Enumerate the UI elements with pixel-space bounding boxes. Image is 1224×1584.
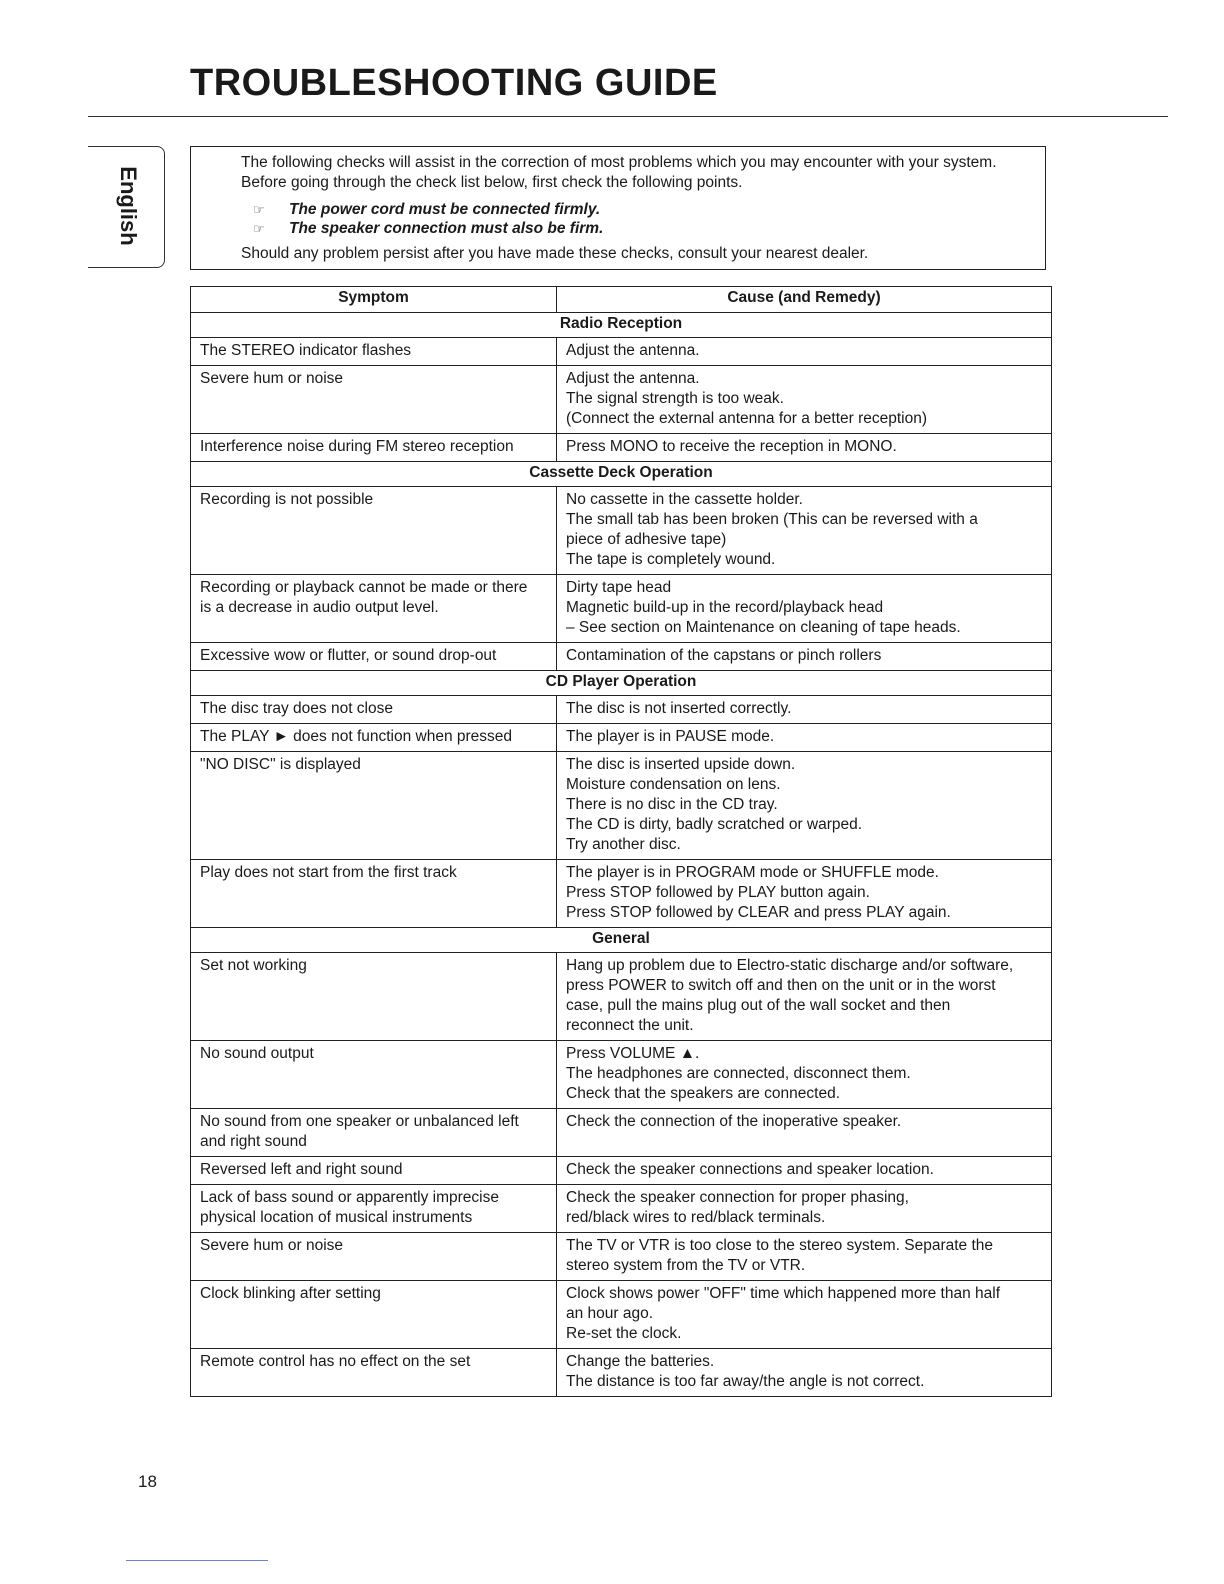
cause-line: – See section on Maintenance on cleaning of tape heads. [566, 619, 961, 636]
table-row [191, 1041, 1052, 1109]
cause-line: The signal strength is too weak. [566, 390, 784, 407]
table-row [191, 953, 1052, 1041]
symptom-line: No sound output [200, 1045, 314, 1062]
troubleshooting-table [190, 286, 1052, 1397]
symptom-cell [191, 696, 557, 724]
cause-line: Press MONO to receive the reception in MONO. [566, 438, 897, 455]
cause-cell [557, 366, 1052, 434]
check-item [253, 219, 1025, 238]
cause-line: Moisture condensation on lens. [566, 776, 781, 793]
cause-header: Cause (and Remedy) [557, 287, 1052, 313]
cause-line: The small tab has been broken (This can be reversed with a [566, 511, 978, 528]
symptom-line: Remote control has no effect on the set [200, 1353, 471, 1370]
cause-line: The headphones are connected, disconnect them. [566, 1065, 911, 1082]
table-header-row [191, 287, 1052, 313]
cause-line: Try another disc. [566, 836, 681, 853]
symptom-line: The PLAY ► does not function when pressed [200, 728, 513, 745]
section-row [191, 313, 1052, 338]
cause-line: The distance is too far away/the angle is not correct. [566, 1373, 925, 1390]
table-row [191, 1281, 1052, 1349]
table-row [191, 1349, 1052, 1397]
pointing-hand-icon: ☞ [253, 202, 265, 217]
symptom-line: physical location of musical instruments [200, 1209, 473, 1226]
cause-line: Check the connection of the inoperative speaker. [566, 1113, 902, 1130]
cause-cell [557, 1109, 1052, 1157]
symptom-cell [191, 434, 557, 462]
cause-line: reconnect the unit. [566, 1017, 694, 1034]
symptom-line: and right sound [200, 1133, 307, 1150]
cause-line: Adjust the antenna. [566, 370, 700, 387]
symptom-cell [191, 1349, 557, 1397]
cause-cell [557, 338, 1052, 366]
symptom-cell [191, 1041, 557, 1109]
title-divider [88, 116, 1168, 117]
cause-line: red/black wires to red/black terminals. [566, 1209, 826, 1226]
symptom-line: Interference noise during FM stereo reception [200, 438, 514, 455]
table-row [191, 724, 1052, 752]
cause-line: stereo system from the TV or VTR. [566, 1257, 806, 1274]
intro-box [190, 146, 1046, 270]
section-row [191, 462, 1052, 487]
cause-cell [557, 1157, 1052, 1185]
symptom-line: Lack of bass sound or apparently imprecise [200, 1189, 499, 1206]
symptom-cell [191, 1109, 557, 1157]
section-title: Cassette Deck Operation [191, 462, 1052, 487]
intro-text: The following checks will assist in the correction of most problems which you may encounter with your system. Before going through the check list below, first check the following points. [241, 154, 997, 191]
cause-cell [557, 860, 1052, 928]
check-item-text: The power cord must be connected firmly. [289, 201, 601, 218]
cause-line: Check that the speakers are connected. [566, 1085, 840, 1102]
symptom-line: The STEREO indicator flashes [200, 342, 412, 359]
section-title: Radio Reception [191, 313, 1052, 338]
symptom-cell [191, 487, 557, 575]
language-tab-label: English [116, 166, 141, 246]
symptom-cell [191, 860, 557, 928]
cause-line: press POWER to switch off and then on the unit or in the worst [566, 977, 996, 994]
symptom-line: Excessive wow or flutter, or sound drop-out [200, 647, 497, 664]
table-row [191, 1157, 1052, 1185]
cause-cell [557, 724, 1052, 752]
symptom-line: Reversed left and right sound [200, 1161, 403, 1178]
symptom-line: The disc tray does not close [200, 700, 393, 717]
table-body [191, 313, 1052, 1397]
table-row [191, 434, 1052, 462]
cause-line: No cassette in the cassette holder. [566, 491, 803, 508]
page-number: 18 [138, 1472, 157, 1491]
table-row [191, 696, 1052, 724]
cause-line: Dirty tape head [566, 579, 672, 596]
cause-line: The tape is completely wound. [566, 551, 776, 568]
cause-line: Press STOP followed by CLEAR and press PLAY again. [566, 904, 951, 921]
section-title: CD Player Operation [191, 671, 1052, 696]
symptom-cell [191, 338, 557, 366]
table-row [191, 487, 1052, 575]
symptom-cell [191, 1185, 557, 1233]
intro-closing: Should any problem persist after you have made these checks, consult your nearest dealer. [241, 245, 869, 262]
cause-line: The CD is dirty, badly scratched or warped. [566, 816, 863, 833]
cause-line: Check the speaker connection for proper phasing, [566, 1189, 909, 1206]
cause-line: Press VOLUME ▲. [566, 1045, 700, 1062]
check-item [253, 200, 1025, 219]
symptom-line: is a decrease in audio output level. [200, 599, 439, 616]
cause-cell [557, 487, 1052, 575]
cause-line: Hang up problem due to Electro-static discharge and/or software, [566, 957, 1014, 974]
cause-line: The player is in PROGRAM mode or SHUFFLE mode. [566, 864, 939, 881]
cause-line: The disc is inserted upside down. [566, 756, 796, 773]
table-row [191, 752, 1052, 860]
symptom-cell [191, 1157, 557, 1185]
table-row [191, 643, 1052, 671]
cause-line: Magnetic build-up in the record/playback head [566, 599, 884, 616]
cause-line: Adjust the antenna. [566, 342, 700, 359]
cause-cell [557, 643, 1052, 671]
cause-line: Clock shows power "OFF" time which happened more than half [566, 1285, 1001, 1302]
table-row [191, 860, 1052, 928]
cause-line: Check the speaker connections and speaker location. [566, 1161, 934, 1178]
cause-cell [557, 696, 1052, 724]
cause-cell [557, 575, 1052, 643]
symptom-line: Set not working [200, 957, 307, 974]
symptom-cell [191, 575, 557, 643]
section-row [191, 671, 1052, 696]
cause-line: Contamination of the capstans or pinch rollers [566, 647, 882, 664]
cause-cell [557, 752, 1052, 860]
symptom-cell [191, 1233, 557, 1281]
symptom-line: Clock blinking after setting [200, 1285, 381, 1302]
symptom-line: "NO DISC" is displayed [200, 756, 361, 773]
table-row [191, 366, 1052, 434]
table-row [191, 338, 1052, 366]
symptom-cell [191, 752, 557, 860]
symptom-header: Symptom [191, 287, 557, 313]
section-title: General [191, 928, 1052, 953]
cause-cell [557, 1233, 1052, 1281]
cause-line: piece of adhesive tape) [566, 531, 727, 548]
symptom-cell [191, 1281, 557, 1349]
symptom-line: No sound from one speaker or unbalanced left [200, 1113, 519, 1130]
footer-rule [126, 1560, 268, 1561]
cause-cell [557, 953, 1052, 1041]
symptom-line: Recording is not possible [200, 491, 374, 508]
cause-line: case, pull the mains plug out of the wall socket and then [566, 997, 951, 1014]
symptom-line: Severe hum or noise [200, 370, 344, 387]
cause-line: The disc is not inserted correctly. [566, 700, 792, 717]
cause-line: The TV or VTR is too close to the stereo system. Separate the [566, 1237, 994, 1254]
check-item-text: The speaker connection must also be firm. [289, 220, 604, 237]
symptom-line: Severe hum or noise [200, 1237, 344, 1254]
cause-line: Press STOP followed by PLAY button again. [566, 884, 870, 901]
cause-line: There is no disc in the CD tray. [566, 796, 778, 813]
cause-line: Change the batteries. [566, 1353, 715, 1370]
cause-line: The player is in PAUSE mode. [566, 728, 775, 745]
symptom-cell [191, 724, 557, 752]
table-row [191, 1185, 1052, 1233]
table-row [191, 1109, 1052, 1157]
cause-cell [557, 1281, 1052, 1349]
symptom-cell [191, 643, 557, 671]
cause-line: (Connect the external antenna for a better reception) [566, 410, 928, 427]
page-title: TROUBLESHOOTING GUIDE [190, 62, 718, 104]
cause-cell [557, 1041, 1052, 1109]
pointing-hand-icon: ☞ [253, 221, 265, 236]
table-row [191, 575, 1052, 643]
table-row [191, 1233, 1052, 1281]
cause-line: Re-set the clock. [566, 1325, 682, 1342]
symptom-cell [191, 953, 557, 1041]
cause-line: an hour ago. [566, 1305, 654, 1322]
cause-cell [557, 1185, 1052, 1233]
symptom-line: Recording or playback cannot be made or there [200, 579, 528, 596]
section-row [191, 928, 1052, 953]
symptom-cell [191, 366, 557, 434]
check-list [253, 200, 1025, 238]
symptom-line: Play does not start from the first track [200, 864, 457, 881]
cause-cell [557, 434, 1052, 462]
cause-cell [557, 1349, 1052, 1397]
